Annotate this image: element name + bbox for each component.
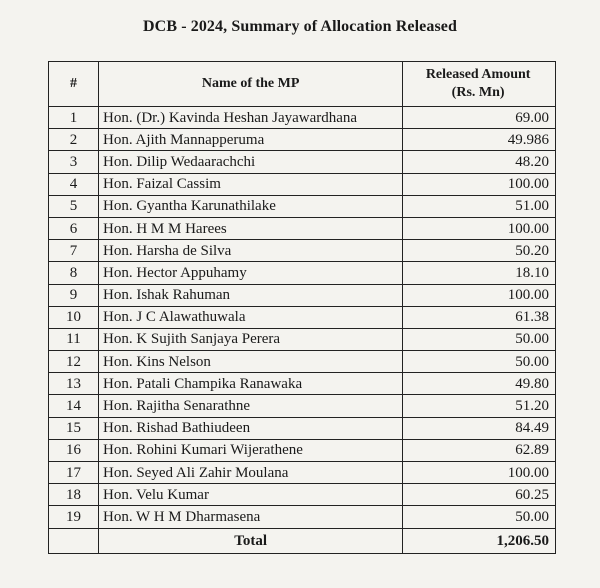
- row-number: 6: [49, 217, 99, 239]
- row-number: 4: [49, 173, 99, 195]
- row-number: 2: [49, 129, 99, 151]
- table-row: [49, 240, 556, 262]
- table-row: [49, 284, 556, 306]
- row-amount: 50.00: [403, 328, 556, 350]
- row-number: 17: [49, 462, 99, 484]
- table-row: [49, 506, 556, 528]
- table-row: [49, 484, 556, 506]
- row-amount: 49.986: [403, 129, 556, 151]
- row-mp-name: Hon. Faizal Cassim: [99, 173, 403, 195]
- row-number: 11: [49, 328, 99, 350]
- table-row: [49, 151, 556, 173]
- row-amount: 49.80: [403, 373, 556, 395]
- table-row: [49, 351, 556, 373]
- row-mp-name: Hon. (Dr.) Kavinda Heshan Jayawardhana: [99, 107, 403, 129]
- row-amount: 50.20: [403, 240, 556, 262]
- row-amount: 100.00: [403, 217, 556, 239]
- row-number: 16: [49, 439, 99, 461]
- header-amount-line2: (Rs. Mn): [451, 85, 505, 100]
- document-title: DCB - 2024, Summary of Allocation Released: [143, 18, 457, 35]
- row-mp-name: Hon. Rajitha Senarathne: [99, 395, 403, 417]
- row-number: 18: [49, 484, 99, 506]
- table-row: [49, 107, 556, 129]
- row-amount: 50.00: [403, 506, 556, 528]
- table-row: [49, 373, 556, 395]
- table-body: [49, 107, 556, 529]
- row-mp-name: Hon. Gyantha Karunathilake: [99, 195, 403, 217]
- row-mp-name: Hon. W H M Dharmasena: [99, 506, 403, 528]
- row-amount: 61.38: [403, 306, 556, 328]
- row-mp-name: Hon. Ajith Mannapperuma: [99, 129, 403, 151]
- header-number: #: [49, 62, 99, 107]
- row-number: 19: [49, 506, 99, 528]
- table-header-row: [49, 62, 556, 107]
- row-number: 1: [49, 107, 99, 129]
- row-number: 14: [49, 395, 99, 417]
- table-row: [49, 306, 556, 328]
- row-number: 9: [49, 284, 99, 306]
- row-amount: 100.00: [403, 462, 556, 484]
- row-mp-name: Hon. Rohini Kumari Wijerathene: [99, 439, 403, 461]
- row-amount: 100.00: [403, 173, 556, 195]
- total-num-cell: [49, 528, 99, 553]
- row-amount: 48.20: [403, 151, 556, 173]
- row-mp-name: Hon. Rishad Bathiudeen: [99, 417, 403, 439]
- table-row: [49, 217, 556, 239]
- row-mp-name: Hon. Seyed Ali Zahir Moulana: [99, 462, 403, 484]
- row-number: 7: [49, 240, 99, 262]
- table-row: [49, 262, 556, 284]
- row-amount: 51.20: [403, 395, 556, 417]
- table-row: [49, 417, 556, 439]
- row-number: 13: [49, 373, 99, 395]
- row-number: 10: [49, 306, 99, 328]
- row-mp-name: Hon. Patali Champika Ranawaka: [99, 373, 403, 395]
- total-row: [49, 528, 556, 553]
- row-mp-name: Hon. Ishak Rahuman: [99, 284, 403, 306]
- row-amount: 84.49: [403, 417, 556, 439]
- table-row: [49, 328, 556, 350]
- allocation-table: [48, 61, 556, 554]
- row-amount: 62.89: [403, 439, 556, 461]
- row-amount: 50.00: [403, 351, 556, 373]
- row-mp-name: Hon. Kins Nelson: [99, 351, 403, 373]
- table-row: [49, 173, 556, 195]
- row-number: 5: [49, 195, 99, 217]
- row-mp-name: Hon. J C Alawathuwala: [99, 306, 403, 328]
- row-amount: 51.00: [403, 195, 556, 217]
- table-row: [49, 439, 556, 461]
- table-row: [49, 195, 556, 217]
- row-number: 15: [49, 417, 99, 439]
- table-row: [49, 129, 556, 151]
- row-number: 8: [49, 262, 99, 284]
- row-mp-name: Hon. H M M Harees: [99, 217, 403, 239]
- row-mp-name: Hon. Hector Appuhamy: [99, 262, 403, 284]
- row-number: 3: [49, 151, 99, 173]
- header-amount: [403, 62, 556, 107]
- row-mp-name: Hon. K Sujith Sanjaya Perera: [99, 328, 403, 350]
- row-mp-name: Hon. Harsha de Silva: [99, 240, 403, 262]
- header-name: Name of the MP: [99, 62, 403, 107]
- table-row: [49, 462, 556, 484]
- total-amount: 1,206.50: [403, 528, 556, 553]
- table-row: [49, 395, 556, 417]
- row-mp-name: Hon. Velu Kumar: [99, 484, 403, 506]
- header-amount-line1: Released Amount: [425, 67, 531, 82]
- row-amount: 100.00: [403, 284, 556, 306]
- row-amount: 60.25: [403, 484, 556, 506]
- row-amount: 69.00: [403, 107, 556, 129]
- row-amount: 18.10: [403, 262, 556, 284]
- row-mp-name: Hon. Dilip Wedaarachchi: [99, 151, 403, 173]
- row-number: 12: [49, 351, 99, 373]
- total-label: Total: [99, 528, 403, 553]
